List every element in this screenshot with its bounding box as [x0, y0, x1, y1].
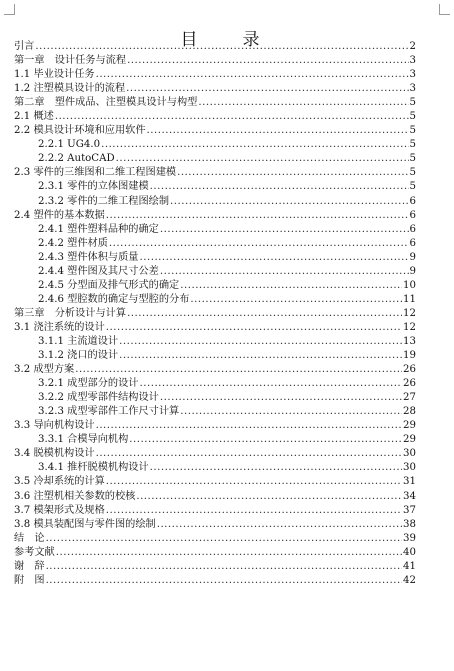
- toc-entry[interactable]: [14, 321, 416, 335]
- toc-leader-dots: [139, 377, 402, 391]
- toc-leader-dots: [127, 54, 408, 68]
- toc-entry-text: 2.2 模具设计环境和应用软件: [14, 125, 146, 137]
- toc-entry[interactable]: [14, 447, 416, 461]
- toc-entry[interactable]: [14, 405, 416, 419]
- toc-leader-dots: [147, 124, 409, 138]
- toc-entry-text: 2.2.2 AutoCAD: [38, 153, 115, 165]
- toc-entry[interactable]: [14, 82, 416, 96]
- toc-page-number: 31: [403, 476, 416, 488]
- toc-entry[interactable]: [14, 265, 416, 279]
- toc-page-number: 9: [409, 251, 416, 263]
- toc-entry[interactable]: [14, 251, 416, 265]
- toc-leader-dots: [127, 307, 402, 321]
- toc-page-number: 39: [403, 532, 416, 544]
- toc-page-number: 29: [403, 420, 416, 432]
- toc-entry[interactable]: [14, 110, 416, 124]
- toc-entry-text: 3.5 冷却系统的计算: [14, 476, 105, 488]
- toc-page-number: 5: [409, 153, 416, 165]
- toc-leader-dots: [106, 504, 402, 518]
- toc-entry-text: 2.3.2 零件的二维工程图绘制: [38, 195, 170, 207]
- toc-page-number: 13: [403, 335, 416, 347]
- toc-leader-dots: [35, 40, 408, 54]
- toc-entry-text: 2.4.5 分型面及排气形式的确定: [38, 279, 180, 291]
- toc-leader-dots: [119, 335, 402, 349]
- page-corner-mark-left: [4, 4, 15, 15]
- toc-page-number: 28: [403, 406, 416, 418]
- toc-entry[interactable]: [14, 152, 416, 166]
- toc-page-number: 6: [409, 209, 416, 221]
- toc-entry-text: 2.4.3 塑件体积与质量: [38, 251, 139, 263]
- toc-entry[interactable]: [14, 532, 416, 546]
- toc-leader-dots: [160, 391, 402, 405]
- toc-entry-text: 2.3.1 零件的立体图建模: [38, 181, 149, 193]
- toc-page-number: 10: [403, 279, 416, 291]
- toc-leader-dots: [106, 209, 409, 223]
- toc-entry[interactable]: [14, 475, 416, 489]
- toc-entry[interactable]: [14, 560, 416, 574]
- toc-page-number: 2: [409, 41, 416, 52]
- toc-leader-dots: [157, 518, 402, 532]
- toc-page-number: 41: [403, 560, 416, 572]
- toc-page-number: 27: [403, 392, 416, 404]
- toc-leader-dots: [136, 490, 402, 504]
- toc-page-number: 9: [409, 265, 416, 277]
- toc-entry-text: 第二章 塑件成品、注塑模具设计与构型: [14, 97, 198, 109]
- toc-leader-dots: [198, 96, 408, 110]
- toc-entry[interactable]: [14, 279, 416, 293]
- toc-leader-dots: [119, 349, 402, 363]
- toc-leader-dots: [96, 447, 402, 461]
- toc-entry-text: 3.2 成型方案: [14, 364, 75, 376]
- toc-leader-dots: [129, 433, 402, 447]
- toc-entry-text: 3.3 导向机构设计: [14, 420, 95, 432]
- toc-page-number: 3: [409, 69, 416, 81]
- toc-entry[interactable]: [14, 209, 416, 223]
- toc-entry[interactable]: [14, 391, 416, 405]
- toc-leader-dots: [177, 166, 408, 180]
- toc-entry[interactable]: [14, 124, 416, 138]
- toc-leader-dots: [150, 461, 402, 475]
- toc-entry[interactable]: [14, 461, 416, 475]
- toc-entry[interactable]: [14, 195, 416, 209]
- toc-entry[interactable]: [14, 223, 416, 237]
- toc-entry-text: 3.2.3 成型零部件工作尺寸计算: [38, 406, 180, 418]
- toc-entry[interactable]: [14, 180, 416, 194]
- toc-entry-text: 2.4 塑件的基本数据: [14, 209, 105, 221]
- toc-entry-text: 谢 辞: [14, 560, 45, 572]
- toc-page-number: 3: [409, 55, 416, 67]
- toc-leader-dots: [160, 265, 409, 279]
- toc-page-number: 5: [409, 111, 416, 123]
- toc-entry-text: 2.1 概述: [14, 111, 54, 123]
- toc-leader-dots: [96, 419, 402, 433]
- toc-page-number: 30: [403, 448, 416, 460]
- toc-entry[interactable]: [14, 166, 416, 180]
- toc-page-number: 11: [403, 293, 416, 305]
- toc-page-number: 30: [403, 462, 416, 474]
- toc-page-number: 29: [403, 434, 416, 446]
- toc-leader-dots: [160, 223, 409, 237]
- toc-entry-text: 参考文献: [14, 546, 55, 558]
- toc-entry-text: 2.4.2 塑件材质: [38, 237, 108, 249]
- toc-entry-text: 结 论: [14, 532, 45, 544]
- toc-entry-text: 2.4.1 塑件塑料品种的确定: [38, 223, 159, 235]
- toc-entry[interactable]: [14, 419, 416, 433]
- toc-entry-text: 3.6 注塑机相关参数的校核: [14, 490, 136, 502]
- toc-entry[interactable]: [14, 363, 416, 377]
- toc-leader-dots: [190, 293, 402, 307]
- toc-entry[interactable]: [14, 518, 416, 532]
- toc-page-number: 42: [403, 574, 416, 586]
- toc-entry[interactable]: [14, 546, 416, 560]
- toc-page-number: 12: [403, 321, 416, 333]
- toc-entry-text: 3.7 模架形式及规格: [14, 504, 105, 516]
- toc-leader-dots: [46, 532, 402, 546]
- toc-entry-text: 2.2.1 UG4.0: [38, 139, 101, 151]
- toc-entry-text: 附 图: [14, 574, 45, 586]
- toc-page-number: 19: [403, 350, 416, 362]
- toc-page-number: 12: [403, 307, 416, 319]
- toc-page-number: 5: [409, 139, 416, 151]
- toc-leader-dots: [56, 546, 402, 560]
- toc-page-number: 5: [409, 181, 416, 193]
- toc-leader-dots: [101, 138, 408, 152]
- toc-leader-dots: [180, 279, 402, 293]
- toc-leader-dots: [109, 237, 409, 251]
- toc-entry[interactable]: [14, 40, 416, 54]
- toc-page-number: 38: [403, 518, 416, 530]
- toc-entry-text: 3.4.1 推杆脱模机构设计: [38, 462, 149, 474]
- toc-entry-text: 1.2 注塑模具设计的流程: [14, 83, 126, 95]
- toc-leader-dots: [180, 405, 402, 419]
- toc-entry-text: 3.2.2 成型零部件结构设计: [38, 392, 159, 404]
- toc-leader-dots: [46, 560, 402, 574]
- table-of-contents: [14, 40, 416, 588]
- toc-page-number: 6: [409, 195, 416, 207]
- toc-page-number: 3: [409, 83, 416, 95]
- toc-entry[interactable]: [14, 335, 416, 349]
- toc-page-number: 5: [409, 125, 416, 137]
- toc-entry[interactable]: [14, 237, 416, 251]
- toc-page-number: 40: [403, 546, 416, 558]
- toc-page-number: 6: [409, 223, 416, 235]
- toc-entry-text: 3.2.1 成型部分的设计: [38, 378, 139, 390]
- toc-leader-dots: [106, 475, 402, 489]
- toc-entry-text: 3.8 模具装配图与零件图的绘制: [14, 518, 156, 530]
- toc-leader-dots: [75, 363, 402, 377]
- toc-entry[interactable]: [14, 96, 416, 110]
- toc-entry[interactable]: [14, 377, 416, 391]
- toc-page-number: 34: [403, 490, 416, 502]
- toc-entry-text: 第一章 设计任务与流程: [14, 55, 127, 67]
- toc-page-number: 6: [409, 237, 416, 249]
- toc-entry-text: 3.1 浇注系统的设计: [14, 321, 105, 333]
- toc-leader-dots: [46, 574, 402, 588]
- toc-leader-dots: [150, 180, 409, 194]
- toc-entry-text: 引言: [14, 41, 35, 52]
- toc-entry-text: 2.4.6 型腔数的确定与型腔的分布: [38, 293, 190, 305]
- toc-entry[interactable]: [14, 138, 416, 152]
- toc-entry-text: 3.3.1 合模导向机构: [38, 434, 129, 446]
- toc-entry[interactable]: [14, 54, 416, 68]
- toc-entry[interactable]: [14, 293, 416, 307]
- toc-entry[interactable]: [14, 349, 416, 363]
- toc-entry[interactable]: [14, 307, 416, 321]
- toc-leader-dots: [170, 195, 408, 209]
- toc-leader-dots: [106, 321, 402, 335]
- toc-entry[interactable]: [14, 490, 416, 504]
- toc-page-number: 26: [403, 378, 416, 390]
- toc-leader-dots: [55, 110, 409, 124]
- toc-entry-text: 2.4.4 塑件图及其尺寸公差: [38, 265, 159, 277]
- toc-entry-text: 2.3 零件的三维图和二维工程图建模: [14, 167, 177, 179]
- page-corner-mark-right: [439, 4, 450, 15]
- toc-page-number: 37: [403, 504, 416, 516]
- toc-entry-text: 3.1.2 浇口的设计: [38, 350, 119, 362]
- toc-entry-text: 1.1 毕业设计任务: [14, 69, 95, 81]
- toc-entry-text: 3.1.1 主流道设计: [38, 335, 119, 347]
- toc-entry-text: 3.4 脱模机构设计: [14, 448, 95, 460]
- toc-page-number: 26: [403, 364, 416, 376]
- toc-entry[interactable]: [14, 504, 416, 518]
- toc-page-number: 5: [409, 167, 416, 179]
- toc-entry[interactable]: [14, 68, 416, 82]
- toc-page-number: 5: [409, 97, 416, 109]
- toc-entry-text: 第三章 分析设计与计算: [14, 307, 127, 319]
- toc-leader-dots: [116, 152, 409, 166]
- toc-leader-dots: [126, 82, 408, 96]
- toc-leader-dots: [96, 68, 409, 82]
- toc-entry[interactable]: [14, 574, 416, 588]
- toc-entry[interactable]: [14, 433, 416, 447]
- toc-leader-dots: [139, 251, 408, 265]
- toc-title: 目 录: [180, 30, 274, 51]
